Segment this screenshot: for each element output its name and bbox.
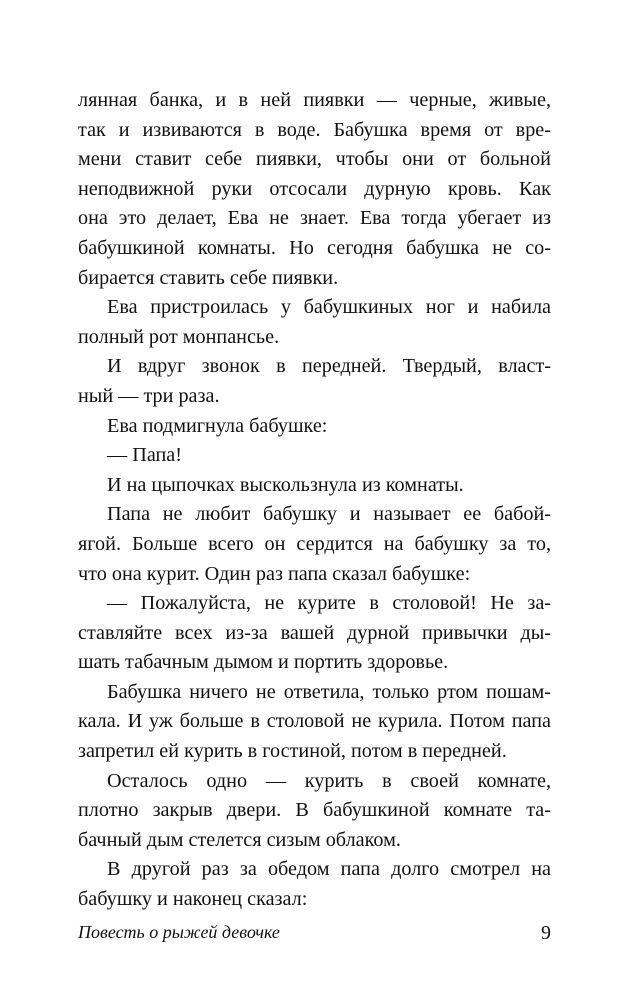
text-line: В другой раз за обедом папа долго смотрел на: [107, 858, 551, 881]
text-line: Бабушка ничего не ответила, только ртом пошам-: [107, 680, 551, 703]
page-footer: [78, 922, 551, 948]
text-line: И на цыпочках выскользнула из комнаты.: [107, 473, 464, 496]
text-line: И вдруг звонок в передней. Твердый, власт-: [107, 355, 551, 378]
text-line: неподвижной руки отсосали дурную кровь. Как: [78, 177, 551, 200]
text-line: бачный дым стелется сизым облаком.: [78, 828, 401, 851]
text-line: Папа не любит бабушку и называет ее бабой-: [107, 503, 551, 526]
text-line: — Папа!: [107, 444, 182, 467]
text-line: бабушкиной комнаты. Но сегодня бабушка не со-: [78, 236, 551, 259]
text-line: запретил ей курить в гостиной, потом в передней.: [78, 740, 507, 763]
text-line: ный — три раза.: [78, 384, 220, 407]
text-line: лянная банка, и в ней пиявки — черные, живые,: [78, 89, 551, 111]
text-line: она это делает, Ева не знает. Ева тогда убегает из: [78, 207, 551, 230]
text-line: — Пожалуйста, не курите в столовой! Не за-: [107, 592, 551, 615]
text-line: так и извиваются в воде. Бабушка время от вре-: [78, 118, 551, 141]
text-line: бабушку и наконец сказал:: [78, 888, 308, 911]
text-line: Ева подмигнула бабушке:: [107, 414, 328, 437]
text-line: Ева пристроилась у бабушкиных ног и набила: [107, 296, 551, 319]
text-line: мени ставит себе пиявки, чтобы они от больной: [78, 148, 551, 171]
page-number: 9: [541, 922, 551, 944]
text-line: плотно закрыв двери. В бабушкиной комнате та-: [78, 799, 551, 822]
body-text: [78, 86, 551, 915]
text-line: Осталось одно — курить в своей комнате,: [107, 769, 551, 792]
text-line: ягой. Больше всего он сердится на бабушку за то,: [78, 532, 551, 555]
text-line: бирается ставить себе пиявки.: [78, 266, 339, 289]
running-title: Повесть о рыжей девочке: [78, 922, 280, 942]
text-line: кала. И уж больше в столовой не курила. Потом папа: [78, 710, 551, 733]
text-line: полный рот монпансье.: [78, 325, 280, 348]
text-line: шать табачным дымом и портить здоровье.: [78, 651, 449, 674]
text-line: что она курит. Один раз папа сказал бабушке:: [78, 562, 471, 585]
text-line: ставляйте всех из-за вашей дурной привычки ды-: [78, 621, 551, 644]
